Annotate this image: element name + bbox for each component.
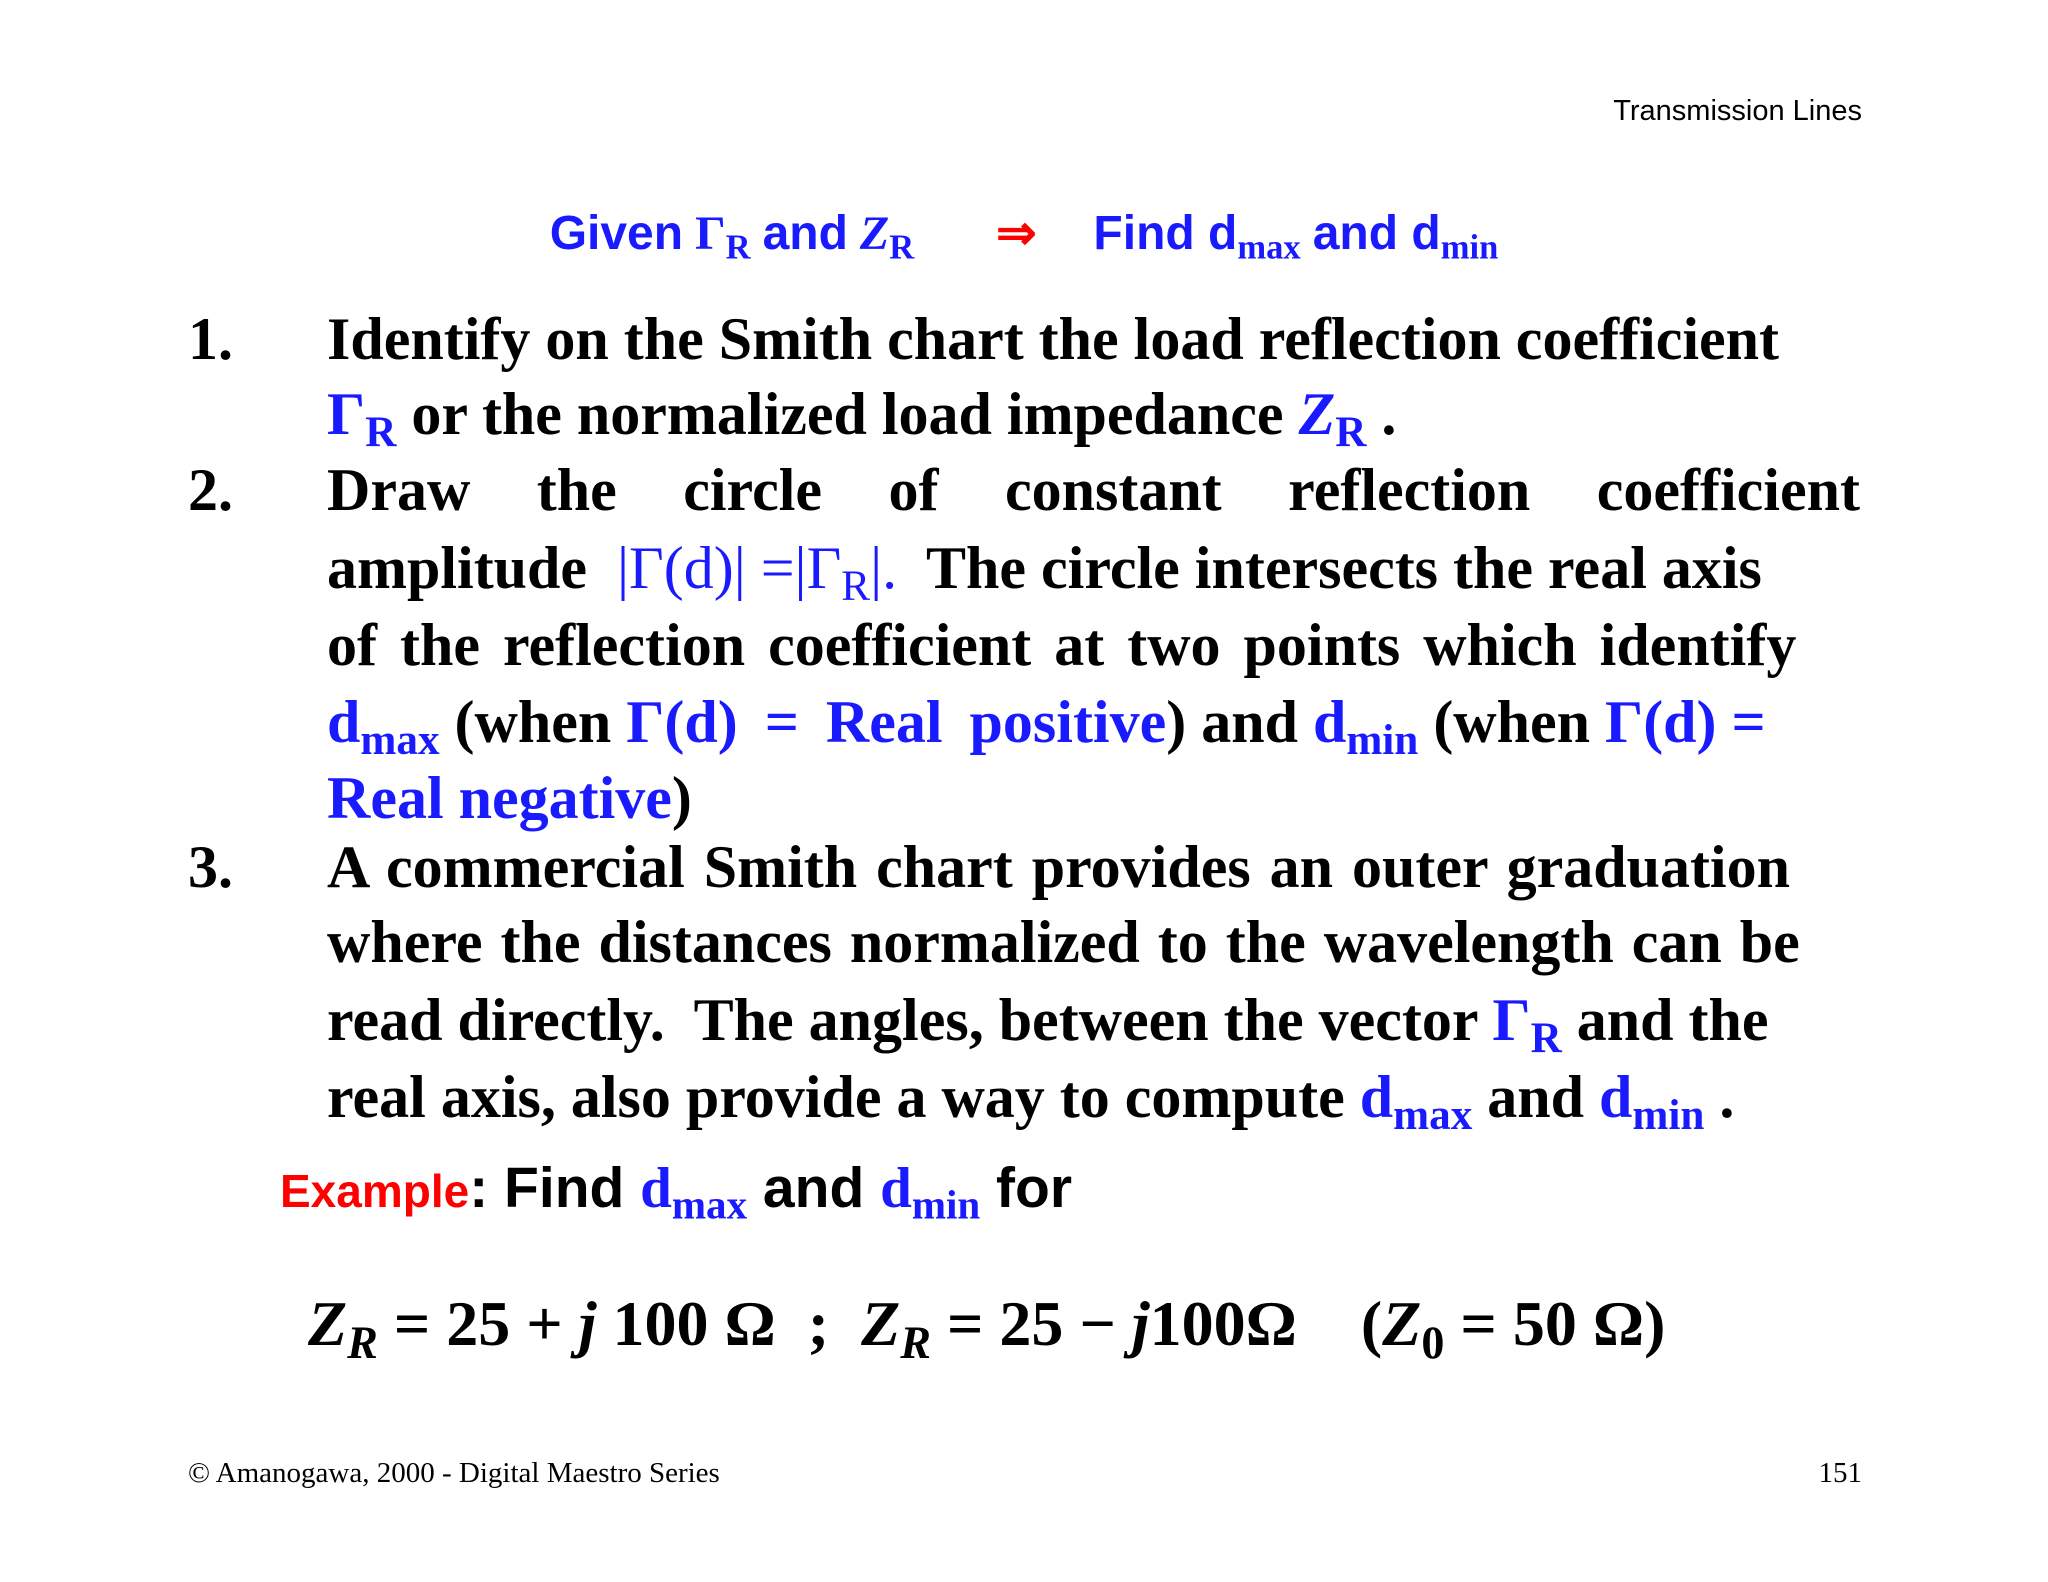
step-number: 2. xyxy=(188,457,233,523)
d-symbol: d xyxy=(880,1157,912,1220)
eq-text: 100 Ω ; xyxy=(596,1288,862,1359)
max-sub: max xyxy=(360,717,440,765)
word: Draw xyxy=(327,457,471,523)
step-text: . xyxy=(1704,1064,1735,1130)
step-text: The circle intersects the real axis xyxy=(897,535,1762,601)
example-statement xyxy=(280,1155,1073,1228)
step-1-line-2 xyxy=(327,377,1860,457)
section-title: Transmission Lines xyxy=(1613,95,1862,127)
step-text: (when xyxy=(439,689,627,755)
z-sub: R xyxy=(347,1316,378,1368)
word: the xyxy=(536,457,617,523)
subtitle-given: Given xyxy=(549,207,684,260)
step-3-line-2: where the distances normalized to the wavelength can be xyxy=(327,909,1800,975)
gamma-abs-expression: |Γ(d)| =|Γ xyxy=(617,535,842,601)
step-text: and the xyxy=(1561,987,1769,1053)
eq-text: = 25 + xyxy=(377,1288,579,1359)
max-sub: max xyxy=(1393,1092,1473,1140)
z-sub: R xyxy=(900,1316,931,1368)
word: reflection xyxy=(1288,457,1531,523)
subtitle-and: and xyxy=(762,207,848,260)
implies-arrow-icon: ⇒ xyxy=(996,207,1037,260)
step-text: read directly. The angles, between the vector xyxy=(327,987,1493,1053)
gamma-sub: R xyxy=(365,409,397,457)
gamma-sub: R xyxy=(1530,1015,1562,1063)
word: coefficient xyxy=(1596,457,1860,523)
word: of xyxy=(888,457,939,523)
step-text: ) and xyxy=(1166,689,1313,755)
example-for: for xyxy=(980,1156,1073,1220)
step-number: 1. xyxy=(188,306,233,372)
word: constant xyxy=(1004,457,1222,523)
step-text: Identify on the Smith chart the load reflection coefficient xyxy=(327,306,1779,372)
j-symbol: j xyxy=(1131,1288,1150,1359)
step-text: and xyxy=(1472,1064,1600,1130)
eq-text: = 25 − xyxy=(930,1288,1132,1359)
step-1-line-1 xyxy=(327,302,1860,377)
d-symbol: d xyxy=(1312,689,1347,755)
subtitle-given-find xyxy=(0,205,2048,267)
z-symbol: Z xyxy=(1298,381,1336,447)
real-positive-text: Γ(d) = Real positive xyxy=(626,689,1167,755)
z-symbol: Z xyxy=(861,1288,901,1359)
d-symbol: d xyxy=(327,689,361,755)
step-number: 3. xyxy=(188,834,233,900)
j-symbol: j xyxy=(578,1288,597,1359)
subtitle-min-sub: min xyxy=(1440,228,1499,267)
eq-text: 100Ω ( xyxy=(1149,1288,1383,1359)
subtitle-gamma: Γ xyxy=(695,207,726,260)
eq-text: = 50 Ω) xyxy=(1444,1288,1666,1359)
gamma-sub: R xyxy=(841,563,871,611)
step-text: or the normalized load impedance xyxy=(396,381,1299,447)
step-2-line-5 xyxy=(327,761,1860,836)
step-3-line-1: A commercial Smith chart provides an outer graduation xyxy=(327,834,1790,900)
min-sub: min xyxy=(1346,717,1419,765)
step-2-line-4 xyxy=(327,683,1860,765)
copyright-footer: © Amanogawa, 2000 - Digital Maestro Series xyxy=(188,1457,720,1489)
step-text: ) xyxy=(671,765,692,831)
subtitle-and-d: and d xyxy=(1312,207,1441,260)
step-3-line-4 xyxy=(327,1060,1860,1140)
subtitle-find: Find d xyxy=(1093,207,1238,260)
page-number: 151 xyxy=(1818,1457,1862,1489)
step-text: real axis, also provide a way to compute xyxy=(327,1064,1360,1130)
word: circle xyxy=(683,457,823,523)
subtitle-gamma-sub: R xyxy=(725,228,751,267)
step-3-line-3 xyxy=(327,980,1860,1063)
subtitle-z-sub: R xyxy=(889,228,915,267)
real-negative-text: Real negative xyxy=(327,765,672,831)
subtitle-z: Z xyxy=(859,207,890,260)
step-text: amplitude xyxy=(327,535,618,601)
example-and: and xyxy=(747,1156,881,1220)
min-sub: min xyxy=(1632,1092,1705,1140)
max-sub: max xyxy=(671,1181,748,1228)
step-2-line-1 xyxy=(327,453,1860,528)
step-2-line-2 xyxy=(327,528,1860,611)
step-text: (when xyxy=(1418,689,1606,755)
d-symbol: d xyxy=(1359,1064,1394,1130)
z0-symbol: Z xyxy=(1382,1288,1422,1359)
d-symbol: d xyxy=(1599,1064,1633,1130)
subtitle-max-sub: max xyxy=(1237,228,1301,267)
gamma-symbol: Γ xyxy=(1492,987,1531,1053)
load-impedance-equation xyxy=(308,1287,1666,1368)
z0-sub: 0 xyxy=(1421,1316,1445,1368)
gamma-symbol: Γ xyxy=(327,381,366,447)
example-find: : Find xyxy=(469,1156,641,1220)
step-text: . xyxy=(1366,381,1397,447)
step-2-line-3: of the reflection coefficient at two points which identify xyxy=(327,612,1797,678)
min-sub: min xyxy=(911,1181,981,1228)
z-symbol: Z xyxy=(308,1288,348,1359)
gamma-abs-close: |. xyxy=(870,535,898,601)
example-label: Example xyxy=(280,1165,470,1217)
d-symbol: d xyxy=(640,1157,672,1220)
gamma-equals: Γ(d) = xyxy=(1605,689,1766,755)
z-sub: R xyxy=(1335,409,1367,457)
